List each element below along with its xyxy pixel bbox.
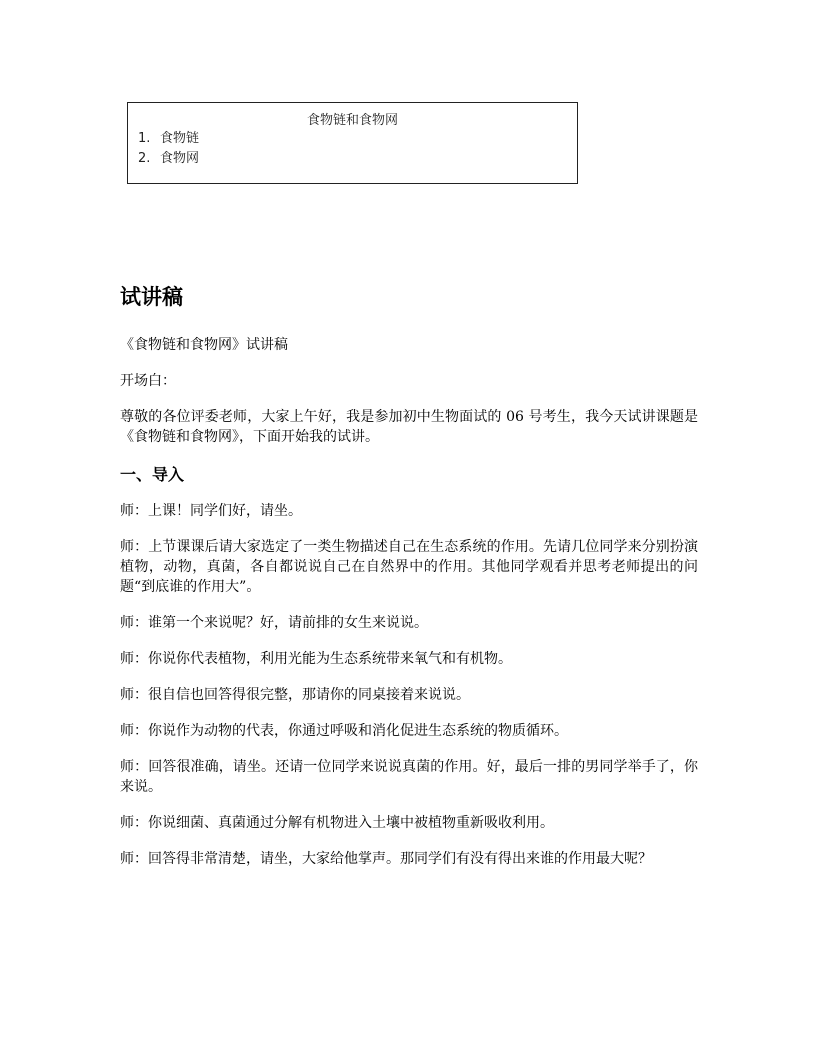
dialogue-paragraph: 师：回答很准确，请坐。还请一位同学来说说真菌的作用。好，最后一排的男同学举手了，你来说。: [120, 759, 698, 795]
board-item-number: 1.: [138, 131, 151, 146]
script-subtitle: 《食物链和食物网》试讲稿: [120, 337, 288, 353]
document-body: [120, 280, 698, 885]
dialogue-paragraph: 师：上课！同学们好，请坐。: [120, 503, 302, 519]
dialogue-paragraph: 师：你说你代表植物，利用光能为生态系统带来氧气和有机物。: [120, 651, 512, 667]
board-list-item: [138, 149, 199, 169]
opening-paragraph: 尊敬的各位评委老师，大家上午好，我是参加初中生物面试的 06 号考生，我今天试讲课题是《食物链和食物网》，下面开始我的试讲。: [120, 409, 698, 445]
board-item-text: 食物网: [160, 151, 200, 166]
section-heading: 一、导入: [120, 465, 185, 484]
board-item-number: 2.: [138, 151, 151, 166]
dialogue-paragraph: 师：很自信也回答得很完整，那请你的同桌接着来说说。: [120, 687, 470, 703]
board-list-item: [138, 129, 199, 149]
board-list: [138, 129, 199, 169]
dialogue-paragraph: 师：回答得非常清楚，请坐，大家给他掌声。那同学们有没有得出来谁的作用最大呢？: [120, 851, 652, 867]
page-heading: 试讲稿: [120, 285, 183, 309]
blackboard-design-box: [127, 102, 578, 184]
board-item-text: 食物链: [160, 131, 200, 146]
dialogue-paragraph: 师：谁第一个来说呢？好，请前排的女生来说说。: [120, 615, 428, 631]
board-title: 食物链和食物网: [306, 113, 398, 128]
dialogue-paragraph: 师：你说细菌、真菌通过分解有机物进入土壤中被植物重新吸收利用。: [120, 815, 554, 831]
dialogue-paragraph: 师：你说作为动物的代表，你通过呼吸和消化促进生态系统的物质循环。: [120, 723, 568, 739]
dialogue-paragraph: 师：上节课课后请大家选定了一类生物描述自己在生态系统的作用。先请几位同学来分别扮演植物，动物，真菌，各自都说说自己在自然界中的作用。其他同学观看并思考老师提出的问题“到底谁的作用大”。: [120, 539, 698, 595]
opening-label: 开场白：: [120, 373, 176, 389]
